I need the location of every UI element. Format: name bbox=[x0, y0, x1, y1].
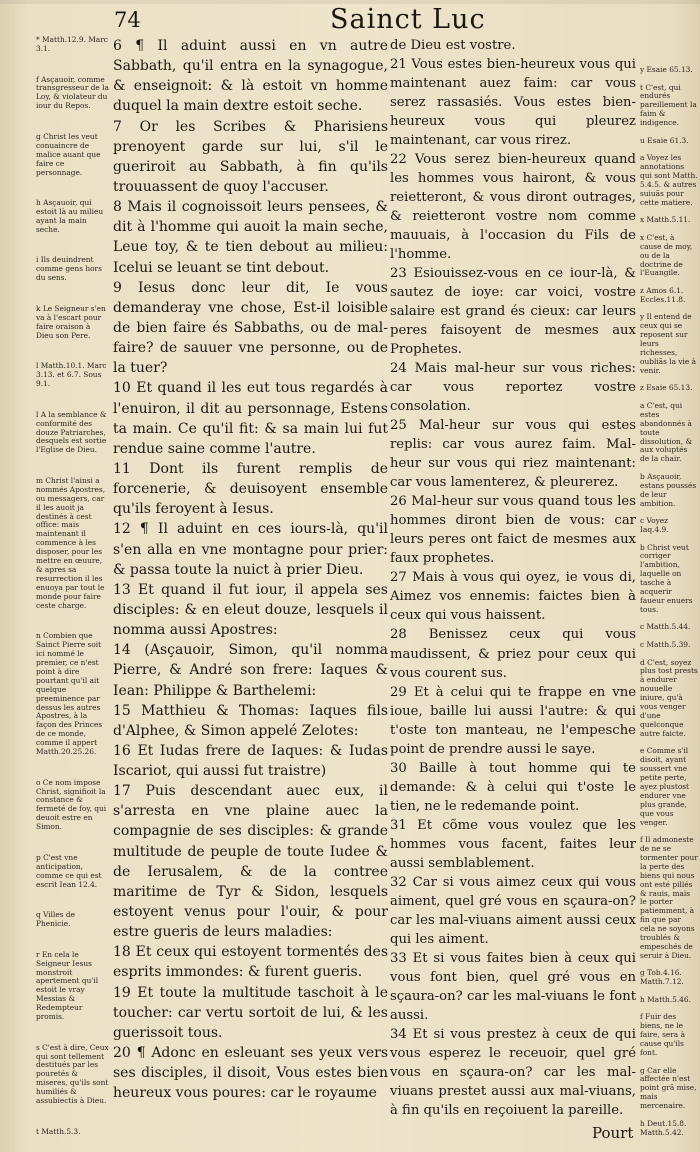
right-marginal-notes bbox=[640, 66, 698, 1137]
verse-text: Et ceux qui estoyent tormentés des esprits immondes: & furent gueris. bbox=[113, 944, 389, 981]
verse-text: ¶ Il aduint en ces iours-là, qu'il s'en alla en vne montagne pour prier: & passa toute la nuict à prier Dieu. bbox=[113, 521, 388, 578]
verse-text: Mais mal-heur sur vous riches: car vous reportez vostre consolation. bbox=[390, 361, 636, 415]
marginal-note: a Voyez les annotations qui sont Matth. 5.4.5. & autres suiuãs pour cette matiere. bbox=[640, 153, 698, 207]
left-marginal-notes bbox=[36, 36, 110, 1137]
verse-text: Mal-heur sur vous quand tous les hommes diront bien de vous: car leurs peres ont faict de mesmes aux faux prophetes. bbox=[390, 494, 636, 567]
verse-number: 14 bbox=[113, 642, 131, 659]
verse-text: Car si vous aimez ceux qui vous aiment, quel gré vous en sçaura-on? car les mal-viuans aiment aussi ceux qui les aiment. bbox=[390, 874, 636, 947]
left-column-verse bbox=[113, 942, 388, 982]
verse-number: 13 bbox=[113, 581, 131, 598]
verse-number: 17 bbox=[113, 783, 131, 800]
marginal-note: k Le Seigneur s'en va à l'escart pour faire oraison à Dieu son Pere. bbox=[36, 303, 106, 340]
right-column-verse bbox=[390, 625, 636, 682]
left-column-verse bbox=[113, 36, 388, 117]
right-column-verse bbox=[390, 264, 636, 359]
verse-number: 26 bbox=[390, 494, 407, 510]
right-column-verse bbox=[390, 55, 636, 150]
left-column-verse bbox=[113, 983, 388, 1043]
verse-text: Baille à tout homme qui te demande: & à celui qui t'oste le tien, ne le redemande point. bbox=[390, 760, 636, 814]
verse-number: 12 bbox=[113, 521, 131, 538]
marginal-note: a C'est, qui estes abandonnés à toute dissolution, & aux voluptés de la chair. bbox=[640, 400, 693, 464]
verse-text: Et Iudas frere de Iaques: & Iudas Iscariot, qui aussi fut traistre) bbox=[113, 742, 388, 780]
verse-number: 23 bbox=[390, 266, 407, 282]
marginal-note: g Christ les veut conuaincre de malice auant que faire ce personnage. bbox=[36, 131, 101, 177]
verse-number: 9 bbox=[113, 279, 122, 296]
verse-text: Et si vous faites bien à ceux qui vous font bien, quel gré vous en sçaura-on? car les mal-viuans le font aussi. bbox=[390, 950, 636, 1023]
marginal-note: o Ce nom impose Christ, signifioit la constance & fermeté de foy, qui deuoit estre en Simon. bbox=[36, 777, 107, 832]
left-column-verse bbox=[113, 741, 388, 781]
verse-text: Matthieu & Thomas: Iaques fils d'Alphee, & Simon appelé Zelotes: bbox=[113, 702, 389, 739]
verse-text: Mais à vous qui oyez, ie vous di, Aimez vos ennemis: faictes bien à ceux qui vous haissent. bbox=[390, 570, 636, 624]
verse-text: Puis descendant auec eux, il s'arresta en vne plaine auec la compagnie de ses disciples: & grande multitude de peuple de toute Iudee & de Ierusalem, & de la contree maritime de Tyr & Sidon, lesquels estoyent venus pour l'ouir, & pour estre gueris de leurs maladies: bbox=[113, 783, 388, 941]
marginal-note: f Fuir des biens, ne le faire, sera à cause qu'ils font. bbox=[640, 1012, 685, 1057]
verse-number: 24 bbox=[390, 361, 407, 377]
marginal-note: z Esaie 65.13. bbox=[640, 383, 693, 393]
verse-text: Or les Scribes & Pharisiens prenoyent garde sur lui, s'il le gueriroit au Sabbath, à fin qu'ils trouuassent de quoy l'accuser. bbox=[113, 118, 389, 195]
verse-number: 18 bbox=[113, 944, 131, 961]
verse-number: 11 bbox=[113, 460, 131, 477]
marginal-note: f Asçauoir, comme transgresseur de la Loy, & violateur du iour du Repos. bbox=[36, 74, 109, 111]
marginal-note: x Matth.5.11. bbox=[640, 215, 691, 225]
verse-text: Vous estes bien-heureux vous qui maintenant auez faim: car vous serez rassasiés. Vous estes bien-heureux vous qui pleurez maintenant, car vous rirez. bbox=[390, 57, 636, 149]
verse-text: Et à celui qui te frappe en vne ioue, baille lui aussi l'autre: & qui t'oste ton manteau, ne l'empesche point de prendre aussi le saye. bbox=[390, 684, 636, 757]
verse-number: 27 bbox=[390, 570, 407, 586]
marginal-note: s C'est à dire, Ceux qui sont tellement destitués par les pouretés & miseres, qu'ils sont humiliés & assubiectis à Dieu. bbox=[36, 1042, 109, 1106]
right-column-verse bbox=[390, 759, 636, 816]
left-column-verse bbox=[113, 278, 388, 379]
verse-text: Et cõme vous voulez que les hommes vous facent, faites leur aussi semblablement. bbox=[390, 817, 636, 871]
verse-number: 10 bbox=[113, 380, 131, 397]
verse-text: Benissez ceux qui vous maudissent, & priez pour ceux qui vous courent sus. bbox=[390, 627, 636, 681]
verse-text: Dont ils furent remplis de forcenerie, & deuisoyent ensemble qu'ils feroyent à Iesus. bbox=[113, 460, 389, 518]
verse-number: 25 bbox=[390, 418, 407, 434]
marginal-note: l A la semblance & conformité des douze Patriarches, desquels est sortie l'Eglise de Dieu. bbox=[36, 409, 107, 455]
marginal-note: e Comme s'il disoit, ayant soussert vne petite perte, ayez plustost endurer vne plus grande, que vous venger. bbox=[640, 746, 690, 827]
verse-number: 20 bbox=[113, 1045, 131, 1062]
left-column-verse bbox=[113, 459, 388, 519]
verse-number: 30 bbox=[390, 760, 407, 776]
verse-text: Et si vous prestez à ceux de qui vous esperez le receuoir, quel gré vous en sçaura-on? car les mal-viuans prestet aussi aux mal-viuans, à fin qu'ils en reçoiuent la pareille. bbox=[390, 1026, 636, 1118]
running-title: Sainct Luc bbox=[330, 4, 486, 35]
left-column-verse bbox=[113, 117, 388, 198]
marginal-note: t C'est, qui endurés pareillement la faim & indigence. bbox=[640, 82, 697, 128]
verse-text: Et quand il fut iour, il appela ses disciples: & en eleut douze, lesquels il nomma aussi Apostres: bbox=[113, 581, 388, 639]
marginal-note: x C'est, à cause de moy, ou de la doctrine de l'Euangile. bbox=[640, 232, 693, 278]
verse-text: Iesus donc leur dit, Ie vous demanderay vne chose, Est-il loisible de bien faire és Sabbaths, ou de mal-faire? de sauuer vne personne, ou de la tuer? bbox=[113, 279, 388, 377]
marginal-note: g Car elle affectée n'est point grã mise, mais mercenaire. bbox=[640, 1065, 697, 1111]
left-column-verse bbox=[113, 1043, 388, 1103]
marginal-note: q Villes de Phenicie. bbox=[36, 910, 75, 929]
left-column-verse bbox=[113, 519, 388, 579]
verse-number: 15 bbox=[113, 702, 131, 719]
verse-number: 29 bbox=[390, 684, 407, 700]
verse-number: 21 bbox=[390, 57, 407, 73]
marginal-note: z Amos 6.1. Eccles.11.8. bbox=[640, 285, 686, 304]
marginal-note: c Matth.5.44. bbox=[640, 622, 691, 632]
marginal-note: * Matth.12.9. Marc 3.1. bbox=[36, 35, 108, 53]
marginal-note: h Matth.5.46. bbox=[640, 994, 691, 1004]
left-column-verse bbox=[113, 781, 388, 942]
right-column-verse bbox=[390, 36, 636, 55]
verse-number: 33 bbox=[390, 950, 407, 966]
verse-number: 34 bbox=[390, 1026, 407, 1042]
verse-number: 7 bbox=[113, 118, 122, 135]
page-number: 74 bbox=[114, 8, 141, 32]
marginal-note: i Ils deuindrent comme gens hors du sens. bbox=[36, 255, 102, 283]
marginal-note: b Asçauoir, estans poussés de leur ambition. bbox=[640, 471, 697, 508]
marginal-note: n Combien que Sainct Pierre soit ici nommé le premier, ce n'est point à dire pourtant qu'il ait quelque preeminence par dessus les autres Apostres, à la façon des Princes de ce monde, comme il appert Matth.20.25.26. bbox=[36, 631, 103, 757]
left-column-verse bbox=[113, 640, 388, 700]
marginal-note: f Il admoneste de ne se tormenter pour la perte des biens qui nous ont esté pillés & rauis, mais le porter patiemment, à fin que par cela ne soyons troublés & empeschés de seruir à Dieu. bbox=[640, 835, 698, 960]
verse-number: 19 bbox=[113, 984, 131, 1001]
right-column-verse bbox=[390, 873, 636, 949]
marginal-note: d C'est, soyez plus tost prests à endurer nouuelle iniure, qu'à vous venger d'une quelconque autre faicte. bbox=[640, 657, 698, 738]
marginal-note: p C'est vne anticipation, comme ce qui est escrit Iean 12.4. bbox=[36, 852, 102, 889]
marginal-note: c Voyez Iaq.4.9. bbox=[640, 516, 669, 535]
marginal-note: h Asçauoir, qui estoit là au milieu ayant la main seche. bbox=[36, 198, 104, 234]
verse-number: 16 bbox=[113, 742, 131, 759]
right-column-verse bbox=[390, 492, 636, 568]
marginal-note: y Esaie 65.13. bbox=[640, 65, 693, 74]
verse-number: 8 bbox=[113, 199, 122, 216]
right-column-verse bbox=[390, 816, 636, 873]
verse-text: Mal-heur sur vous qui estes replis: car vous aurez faim. Mal-heur sur vous qui riez maintenant: car vous lamenterez, & pleurerez. bbox=[390, 418, 636, 491]
right-text-column bbox=[390, 36, 636, 1120]
verse-text: Esiouissez-vous en ce iour-là, & sautez de ioye: car voici, vostre salaire est grand és cieux: car leurs peres faisoyent de mesmes aux Prophetes. bbox=[390, 266, 636, 358]
right-column-verse bbox=[390, 1025, 636, 1120]
marginal-note: m Christ l'ainsi a nommés Apostres, ou messagers, car il les auoit ja destinés à cest office: mais maintenant il commence à les disposer, pour les mettre en œuure, & apres sa resurrection il les enuoya par tout le monde pour faire ceste charge. bbox=[36, 475, 106, 610]
verse-text: Vous serez bien-heureux quand les hommes vous hairont, & vous reietteront, & vous diront outrages, & reietteront vostre nom comme mauuais, à l'occasion du Fils de l'homme. bbox=[390, 152, 636, 263]
verse-text: ¶ Il aduint aussi en vn autre Sabbath, qu'il entra en la synagogue, & enseignoit: & là estoit vn homme duquel la main dextre estoit seche. bbox=[113, 38, 389, 115]
left-column-verse bbox=[113, 701, 388, 741]
right-column-verse bbox=[390, 949, 636, 1025]
left-column-verse bbox=[113, 197, 388, 278]
verse-text: Et quand il les eut tous regardés à l'enuiron, il dit au personnage, Estens ta main. Ce qu'il fit: & sa main lui fut rendue saine comme l'autre. bbox=[113, 380, 388, 457]
marginal-note: u Esaie 61.3. bbox=[640, 135, 689, 145]
verse-number: 31 bbox=[390, 817, 407, 833]
marginal-note: g Tob.4.16. Matth.7.12. bbox=[640, 968, 684, 987]
left-column-verse bbox=[113, 378, 388, 459]
marginal-note: l Matth.10.1. Marc 3.13. et 6.7. Sous 9.1. bbox=[36, 361, 107, 389]
right-column-verse bbox=[390, 150, 636, 264]
verse-number: 6 bbox=[113, 38, 122, 54]
right-column-verse bbox=[390, 359, 636, 416]
marginal-note: c Matth.5.39. bbox=[640, 639, 691, 649]
left-column-verse bbox=[113, 580, 388, 640]
right-column-verse bbox=[390, 568, 636, 625]
marginal-note: y Il entend de ceux qui se reposent sur leurs richesses, oubliãs la vie à venir. bbox=[640, 312, 697, 375]
verse-number: 22 bbox=[390, 152, 407, 168]
left-text-column bbox=[113, 36, 388, 1103]
verse-number: 28 bbox=[390, 627, 407, 643]
verse-number: 32 bbox=[390, 874, 407, 890]
catchword: Pourt bbox=[592, 1124, 634, 1142]
verse-text: Et toute la multitude taschoit à le toucher: car vertu sortoit de lui, & les guerissoit tous. bbox=[113, 984, 389, 1041]
marginal-note: r En cela le Seigneur Iesus monstroit apertement qu'il estoit le vray Messias & Redempteur promis. bbox=[36, 949, 99, 1022]
right-column-verse bbox=[390, 683, 636, 759]
marginal-note: t Matth.5.3. bbox=[36, 1126, 81, 1136]
marginal-note: b Christ veut corriger l'ambition, laquelle on tasche à acquerir faueur enuers tous. bbox=[640, 542, 693, 614]
verse-text: Mais il cognoissoit leurs pensees, & dit à l'homme qui auoit la main seche, Leue toy, & te tien debout au milieu: Icelui se leuant se tint debout. bbox=[113, 199, 388, 276]
verse-text: de Dieu est vostre. bbox=[390, 38, 516, 53]
right-column-verse bbox=[390, 416, 636, 492]
verse-text: ¶ Adonc en esleuant ses yeux vers ses disciples, il disoit, Vous estes bien heureux vous poures: car le royaume bbox=[113, 1045, 388, 1102]
marginal-note: h Deut.15.8. Matth.5.42. bbox=[640, 1118, 687, 1137]
verse-text: (Asçauoir, Simon, qu'il nomma Pierre, & André son frere: Iaques & Iean: Philippe & Barthelemi: bbox=[113, 642, 389, 699]
